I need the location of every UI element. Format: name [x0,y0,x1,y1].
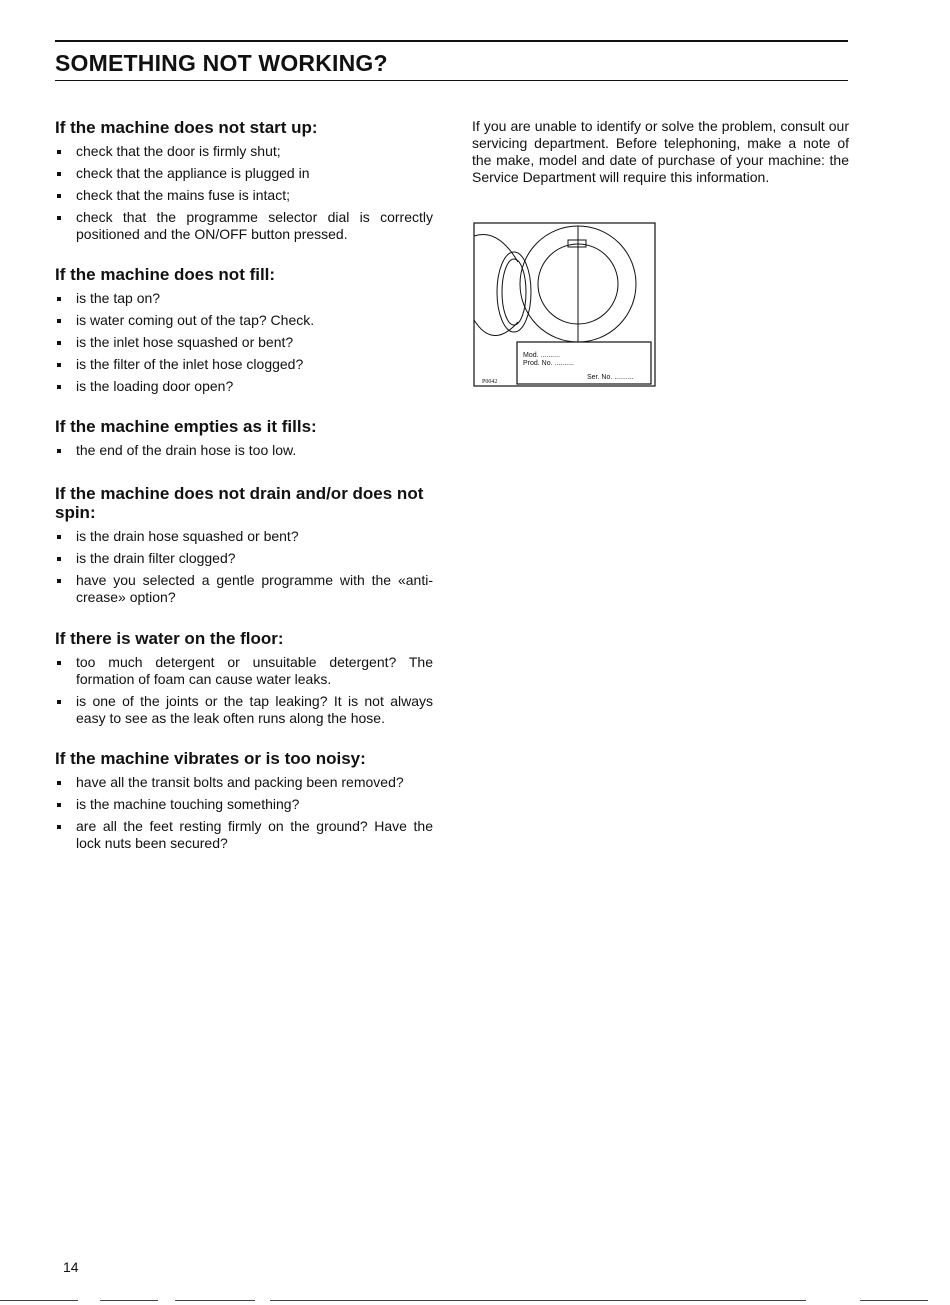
service-info-text: If you are unable to identify or solve the problem, consult our servicing department. Before telephoning, make a note of the make, model and date of purchase of your machine: the Service Department will require this information. [472,118,849,185]
section-heading: If the machine empties as it fills: [55,417,317,436]
page-title: SOMETHING NOT WORKING? [55,50,388,76]
section-not-drain [55,484,433,606]
footer-rule [175,1300,255,1301]
list-item [55,312,433,329]
list-item-text: the end of the drain hose is too low. [76,442,297,458]
section-heading: If the machine does not fill: [55,265,276,284]
bullet-icon [57,319,61,323]
list-item-text: is the filter of the inlet hose clogged? [76,356,304,372]
list-item [55,143,433,160]
list-item-text: check that the door is firmly shut; [76,143,281,159]
list-item-text: is the loading door open? [76,378,234,394]
bullet-icon [57,535,61,539]
list-item-text: is the drain filter clogged? [76,550,236,566]
list-item [55,378,433,395]
list-item-text: check that the programme selector dial is correctly positioned and the ON/OFF button pressed. [76,209,433,242]
bullet-icon [57,194,61,198]
footer-rule [100,1300,158,1301]
check-list [55,654,433,727]
list-item [55,572,433,606]
list-item [55,356,433,373]
list-item [55,654,433,688]
section-empties-fills [55,417,433,459]
list-item [55,165,433,182]
bullet-icon [57,449,61,453]
bullet-icon [57,341,61,345]
bullet-icon [57,661,61,665]
check-list [55,528,433,606]
check-list [55,774,433,852]
list-item-text: have you selected a gentle programme with the «anti-crease» option? [76,572,433,605]
footer-rule [270,1300,806,1301]
list-item-text: is the tap on? [76,290,161,306]
list-item-text: is water coming out of the tap? Check. [76,312,315,328]
list-item-text: check that the mains fuse is intact; [76,187,290,203]
list-item [55,334,433,351]
rating-plate-figure [473,222,656,387]
list-item-text: have all the transit bolts and packing been removed? [76,774,404,790]
list-item-text: too much detergent or unsuitable detergent? The formation of foam can cause water leaks. [76,654,433,687]
list-item-text: is the drain hose squashed or bent? [76,528,299,544]
list-item [55,187,433,204]
plate-model-label: Mod. .......... [523,352,560,359]
list-item-text: are all the feet resting firmly on the ground? Have the lock nuts been secured? [76,818,433,851]
bullet-icon [57,579,61,583]
bullet-icon [57,297,61,301]
list-item-text: is the machine touching something? [76,796,300,812]
section-not-fill [55,265,433,395]
section-heading: If there is water on the floor: [55,629,284,648]
section-not-start [55,118,433,243]
bullet-icon [57,150,61,154]
bullet-icon [57,700,61,704]
footer-rule [0,1300,78,1301]
bullet-icon [57,781,61,785]
list-item-text: is the inlet hose squashed or bent? [76,334,294,350]
page-number: 14 [63,1259,79,1275]
bullet-icon [57,825,61,829]
list-item [55,818,433,852]
title-top-rule [55,40,848,42]
bullet-icon [57,557,61,561]
title-bottom-rule [55,80,848,81]
check-list [55,143,433,243]
list-item [55,290,433,307]
figure-code: P0042 [482,379,498,385]
list-item [55,796,433,813]
troubleshooting-column [55,118,433,857]
plate-serial-label: Ser. No. .......... [587,374,634,381]
section-heading: If the machine vibrates or is too noisy: [55,749,366,768]
list-item [55,209,433,243]
list-item-text: check that the appliance is plugged in [76,165,310,181]
check-list [55,290,433,395]
list-item [55,442,433,459]
bullet-icon [57,385,61,389]
list-item [55,693,433,727]
bullet-icon [57,216,61,220]
section-water-floor [55,629,433,727]
section-vibrates-noisy [55,749,433,852]
list-item-text: is one of the joints or the tap leaking? It is not always easy to see as the leak often runs along the hose. [76,693,433,726]
check-list [55,442,433,459]
list-item [55,774,433,791]
section-heading: If the machine does not start up: [55,118,318,137]
plate-product-label: Prod. No. .......... [523,360,574,367]
bullet-icon [57,803,61,807]
bullet-icon [57,172,61,176]
list-item [55,550,433,567]
footer-rule [860,1300,928,1301]
bullet-icon [57,363,61,367]
list-item [55,528,433,545]
section-heading: If the machine does not drain and/or does not spin: [55,484,424,522]
